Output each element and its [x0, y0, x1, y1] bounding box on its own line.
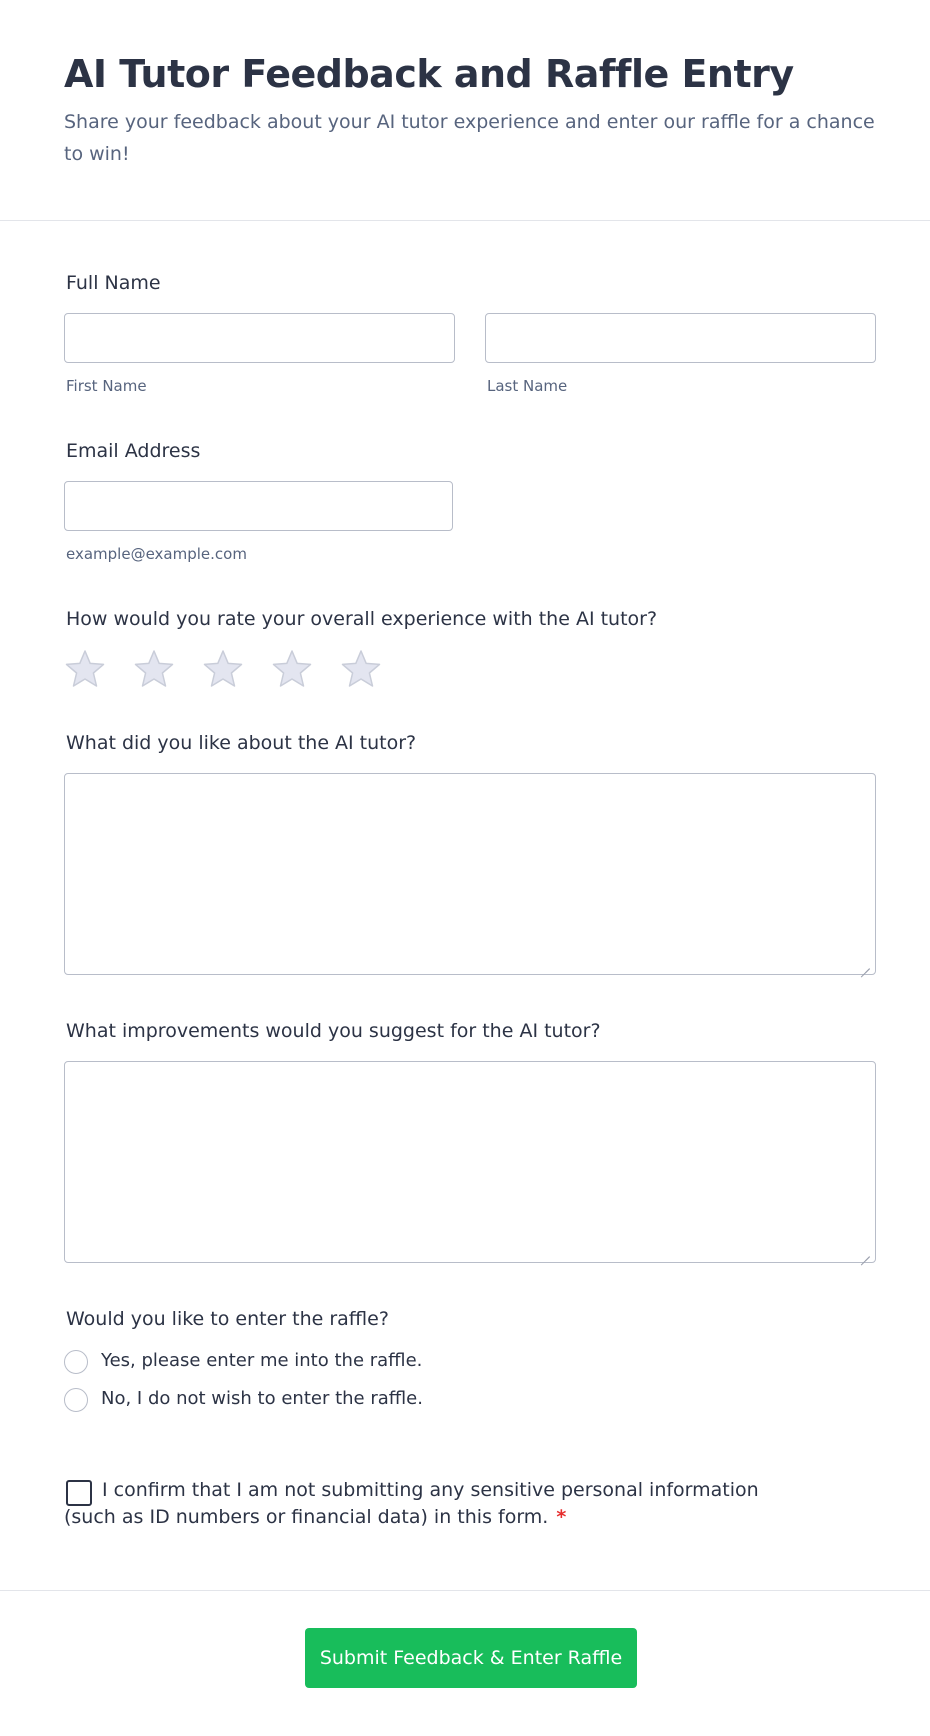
star-4-icon[interactable] — [271, 648, 313, 690]
confirm-checkbox[interactable] — [66, 1480, 92, 1506]
form-header — [0, 0, 930, 221]
first-name-input[interactable] — [64, 313, 455, 363]
page-subtitle: Share your feedback about your AI tutor experience and enter our raffle for a chance to win! — [64, 111, 875, 165]
improvements-label: What improvements would you suggest for the AI tutor? — [66, 1020, 601, 1042]
raffle-option-yes-label: Yes, please enter me into the raffle. — [101, 1350, 423, 1371]
raffle-option-no-label: No, I do not wish to enter the raffle. — [101, 1388, 423, 1409]
star-5-icon[interactable] — [340, 648, 382, 690]
email-label: Email Address — [66, 440, 201, 462]
raffle-label: Would you like to enter the raffle? — [66, 1308, 389, 1330]
last-name-sublabel: Last Name — [487, 377, 568, 395]
liked-textarea[interactable] — [64, 773, 876, 975]
footer-divider — [0, 1590, 930, 1591]
raffle-option-no[interactable] — [64, 1386, 424, 1414]
page-title: AI Tutor Feedback and Raffle Entry — [64, 52, 794, 96]
confirm-text-line2-content: (such as ID numbers or financial data) in this form. — [64, 1506, 549, 1528]
improvements-resize-grip-icon[interactable] — [860, 1247, 870, 1257]
submit-button[interactable]: Submit Feedback & Enter Raffle — [305, 1628, 637, 1688]
last-name-input[interactable] — [485, 313, 876, 363]
radio-no[interactable] — [64, 1388, 88, 1412]
required-asterisk: * — [556, 1506, 567, 1528]
improvements-textarea[interactable] — [64, 1061, 876, 1263]
liked-label: What did you like about the AI tutor? — [66, 732, 417, 754]
email-input[interactable] — [64, 481, 453, 531]
star-1-icon[interactable] — [64, 648, 106, 690]
star-3-icon[interactable] — [202, 648, 244, 690]
first-name-sublabel: First Name — [66, 377, 147, 395]
email-sublabel: example@example.com — [66, 545, 247, 563]
confirm-text-line1: I confirm that I am not submitting any sensitive personal information — [102, 1479, 759, 1501]
liked-resize-grip-icon[interactable] — [860, 959, 870, 969]
full-name-label: Full Name — [66, 272, 161, 294]
radio-yes[interactable] — [64, 1350, 88, 1374]
confirm-text-line2 — [64, 1506, 566, 1528]
raffle-option-yes[interactable] — [64, 1348, 424, 1376]
star-2-icon[interactable] — [133, 648, 175, 690]
rating-label: How would you rate your overall experience with the AI tutor? — [66, 608, 658, 630]
